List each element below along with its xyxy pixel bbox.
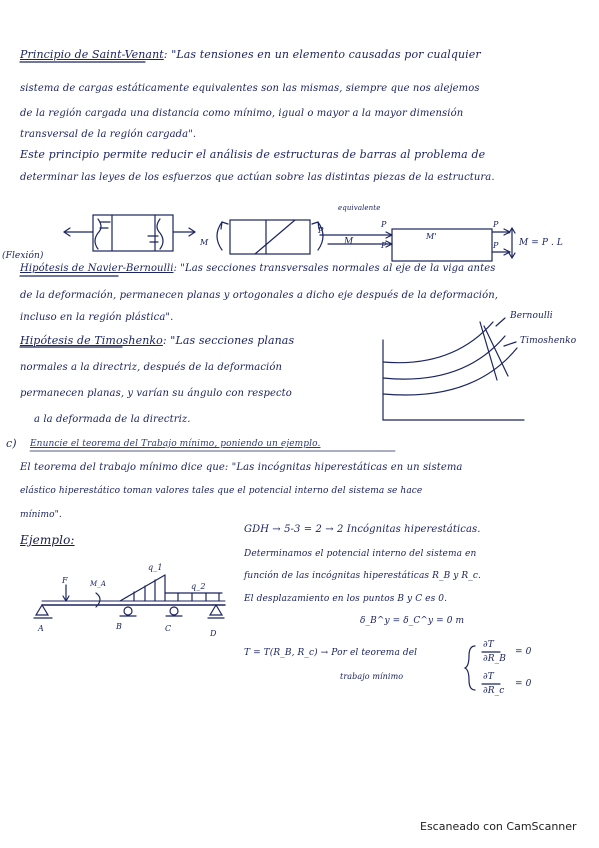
- bernoulli-label: Bernoulli: [510, 311, 553, 321]
- navier-text-2: de la deformación, permanecen planas y ortogonales a dicho eje después de la deformación,: [20, 290, 499, 301]
- right-text-4: El desplazamiento en los puntos B y C es 0.: [244, 594, 448, 604]
- equivalent-load-figure: [320, 228, 515, 261]
- trabajo-minimo-text-3: mínimo".: [20, 510, 62, 520]
- curved-beam-figure: [383, 318, 524, 420]
- timoshenko-text-4: a la deformada de la directriz.: [34, 414, 191, 425]
- right-text-1: GDH → 5-3 = 2 → 2 Incógnitas hiperestáticas.: [244, 524, 481, 535]
- navier-text-3: incluso en la región plástica".: [20, 312, 174, 323]
- beam-label-q2: q_2: [191, 582, 206, 591]
- example-beam-figure: [34, 575, 225, 618]
- trabajo-minimo-text-2: elástico hiperestático toman valores tales que el potencial interno del sistema se hace: [20, 486, 423, 496]
- eq1-denominator: ∂R_B: [483, 654, 506, 664]
- stress-element-figure: [64, 215, 195, 251]
- force-label-p1: P: [318, 226, 324, 235]
- timoshenko-text-2: normales a la directriz, después de la deformación: [20, 362, 282, 373]
- section-c-label: c): [6, 437, 17, 450]
- right-text-5: δ_B^y = δ_C^y = 0 m: [360, 616, 465, 626]
- timoshenko-text-1: : "Las secciones planas: [162, 334, 295, 347]
- beam-label-ma: M_A: [90, 580, 107, 588]
- scanner-footer: Escaneado con CamScanner: [420, 820, 577, 833]
- beam-label-d: D: [210, 629, 217, 638]
- saint-venant-text-3: de la región cargada una distancia como mínimo, igual o mayor a la mayor dimensión: [20, 108, 464, 119]
- timoshenko-label: Timoshenko: [520, 336, 577, 346]
- beam-label-q1: q_1: [148, 563, 163, 572]
- principle-text-2: determinar las leyes de los esfuerzos que actúan sobre las distintas piezas de la estructura.: [20, 172, 495, 183]
- force-label-p3: P: [381, 241, 387, 250]
- timoshenko-title: Hipótesis de Timoshenko: [20, 334, 163, 347]
- right-text-6: T = T(R_B, R_c) → Por el teorema del: [244, 648, 418, 658]
- beam-label-c: C: [165, 624, 172, 633]
- force-label-p4: P: [493, 220, 499, 229]
- saint-venant-text-1: : "Las tensiones en un elemento causadas por cualquier: [163, 48, 481, 61]
- beam-label-b: B: [116, 622, 122, 631]
- eq2-rhs: = 0: [515, 679, 532, 689]
- saint-venant-text-2: sistema de cargas estáticamente equivalentes son las mismas, siempre que nos alejemos: [20, 83, 480, 94]
- ejemplo-heading: Ejemplo:: [20, 533, 75, 547]
- section-c-question: Enuncie el teorema del Trabajo mínimo, poniendo un ejemplo.: [30, 439, 321, 449]
- saint-venant-text-4: transversal de la región cargada".: [20, 129, 197, 140]
- eq1-numerator: ∂T: [483, 640, 494, 650]
- equivalente-label: equivalente: [338, 204, 381, 212]
- navier-text-1: : "Las secciones transversales normales al eje de la viga antes: [173, 263, 496, 274]
- beam-label-f: F: [62, 576, 68, 585]
- saint-venant-title: Principio de Saint-Venant: [20, 48, 164, 61]
- eq2-denominator: ∂R_c: [483, 686, 505, 696]
- force-label-p2: P: [381, 220, 387, 229]
- force-label-p5: P: [493, 241, 499, 250]
- right-text-3: función de las incógnitas hiperestáticas R_B y R_c.: [244, 571, 481, 581]
- right-text-7: trabajo mínimo: [340, 672, 404, 681]
- eq2-numerator: ∂T: [483, 672, 494, 682]
- moment-label-right: M: [344, 237, 354, 247]
- moment-prime-label: M': [426, 232, 437, 241]
- principle-text-1: Este principio permite reducir el análisis de estructuras de barras al problema de: [20, 148, 486, 161]
- moment-label-left: M: [200, 238, 209, 247]
- trabajo-minimo-text-1: El teorema del trabajo mínimo dice que: "Las incógnitas hiperestáticas en un sistema: [20, 462, 463, 473]
- navier-title: Hipótesis de Navier-Bernoulli: [20, 263, 174, 274]
- flexion-label: (Flexión): [2, 251, 44, 261]
- moment-element-figure: [217, 220, 323, 254]
- eq1-rhs: = 0: [515, 647, 532, 657]
- mpl-label: M = P . L: [519, 238, 563, 248]
- right-text-2: Determinamos el potencial interno del sistema en: [244, 549, 477, 559]
- timoshenko-text-3: permanecen planas, y varían su ángulo con respecto: [20, 388, 292, 399]
- beam-label-a: A: [38, 624, 44, 633]
